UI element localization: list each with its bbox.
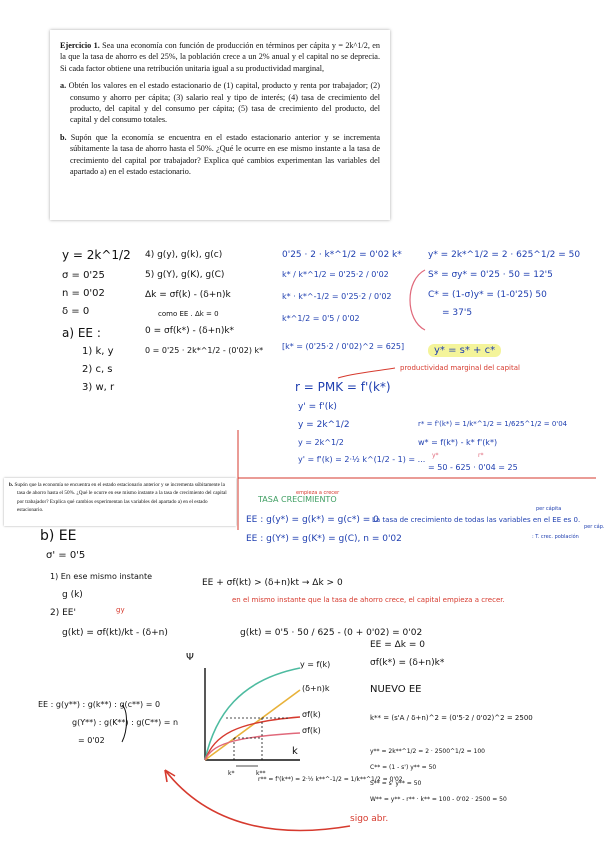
note-pmk-ystar: y*	[432, 452, 439, 459]
note-blue-4: k*^1/2 = 0'5 / 0'02	[282, 314, 360, 323]
note-b-empieza: empieza a crecer	[296, 490, 340, 496]
note-b-cstar2: C** = (1 - s') y** = 50	[370, 764, 437, 771]
graph-label-fk: y = f(k)	[300, 660, 331, 669]
graph-label-sf2: σf(k)	[302, 726, 321, 735]
note-pmk-rstar: r*	[478, 452, 484, 459]
note-blue-y: y* = 2k*^1/2 = 2 · 625^1/2 = 50	[428, 250, 581, 260]
note-b-ystar2: y** = 2k**^1/2 = 2 · 2500^1/2 = 100	[370, 748, 485, 755]
note-b-rstar2: r** = f'(k**) = 2·½ k**^-1/2 = 1/k**^1/2 = 0'02	[258, 776, 403, 783]
note-green-title: TASA CRECIMIENTO	[258, 495, 337, 504]
note-b-ee2: 2) EE'	[50, 608, 76, 618]
note-b-heading: b) EE	[40, 528, 77, 544]
note-production-fn: y = 2k^1/2	[62, 248, 131, 262]
note-blue-5: [k* = (0'25·2 / 0'02)^2 = 625]	[282, 342, 405, 351]
note-pmk-w-result: = 50 - 625 · 0'04 = 25	[428, 463, 518, 472]
note-blue-1: 0'25 · 2 · k*^1/2 = 0'02 k*	[282, 250, 402, 260]
graph-label-k1: k*	[228, 770, 235, 777]
note-mid-dk: Δk = σf(k) - (δ+n)k	[145, 290, 231, 300]
note-item-3: 3) w, r	[82, 382, 115, 393]
note-green-5: per cápita	[536, 506, 562, 512]
note-b-savings: σ' = 0'5	[46, 550, 86, 561]
graph-label-k2: k**	[256, 770, 266, 777]
note-population: n = 0'02	[62, 288, 105, 299]
note-blue-c-result: = 37'5	[442, 308, 473, 318]
note-item-1: 1) k, y	[82, 346, 114, 357]
note-b-gkt: g(kt) = σf(kt)/kt - (δ+n)	[62, 628, 168, 638]
note-green-2: EE : g(Y*) = g(K*) = g(C), n = 0'02	[246, 534, 402, 544]
note-pmk-w: w* = f(k*) - k* f'(k*)	[418, 438, 498, 447]
note-b-ee-eq: σf(k*) = (δ+n)k*	[370, 658, 445, 668]
graph-label-sf1: σf(k)	[302, 710, 321, 719]
note-b-kstar2: k** = (s'A / δ+n)^2 = (0'5·2 / 0'02)^2 = 2500	[370, 714, 533, 722]
item-b-text: Supón que la economía se encuentra en el estado estacionario anterior y se incrementa súbitamente la tasa de ahorro hasta el 50%. ¿Qué le ocurre en ese mismo instante a la tasa de crecimiento del capital por trabajador? Explica qué cambios experimentan las variables del apartado a) en el estado estacionario.	[70, 132, 380, 177]
snippet-label: b.	[9, 482, 14, 488]
note-b-ee-growth-2: g(Y**) : g(K**) : g(C**) = n	[72, 718, 179, 727]
item-a-label: a.	[60, 81, 67, 91]
graph-label-dn: (δ+n)k	[302, 684, 330, 693]
note-b-sstar2: S** = s' y** = 50	[370, 780, 422, 787]
note-depreciation: δ = 0	[62, 306, 90, 317]
note-b-comparison: EE + σf(kt) > (δ+n)kt → Δk > 0	[202, 578, 343, 588]
note-b-red-explain: en el mismo instante que la tasa de ahorro crece, el capital empieza a crecer.	[232, 596, 505, 604]
note-b-gk: g (k)	[62, 590, 83, 600]
note-pmk-5: y' = f'(k) = 2·½ k^(1/2 - 1) = ...	[298, 455, 426, 464]
note-blue-identity: y* = s* + c*	[428, 344, 501, 357]
note-pmk-2: y' = f'(k)	[298, 402, 337, 412]
note-b-ee-zero: EE = Δk = 0	[370, 640, 425, 650]
pink-bracket	[410, 270, 425, 330]
snippet-text: Supón que la economía se encuentra en el estado estacionario anterior y se incrementa súbitamente la tasa de ahorro hasta el 50%. ¿Qué le ocurre en ese mismo instante a la tasa de crecimiento del capital por trabajador? Explica qué cambios experimentan las variables del apartado a) en el estado estacionario.	[14, 482, 227, 513]
note-pmk-3: y = 2k^1/2	[298, 420, 350, 430]
note-pmk-4: y = 2k^1/2	[298, 438, 344, 447]
note-ee-heading: a) EE :	[62, 326, 101, 340]
note-mid-como: como EE . Δk = 0	[158, 310, 219, 318]
note-b-gkt-value: g(kt) = 0'5 · 50 / 625 - (0 + 0'02) = 0'02	[240, 628, 423, 638]
note-mid-4: 4) g(y), g(k), g(c)	[145, 250, 223, 260]
curve-sf1	[205, 717, 300, 760]
note-pmk-r: r* = f'(k*) = 1/k*^1/2 = 1/625^1/2 = 0'04	[418, 420, 568, 428]
note-blue-2: k* / k*^1/2 = 0'25·2 / 0'02	[282, 270, 389, 279]
problem-intro-text: Sea una economía con función de producción en términos per cápita y = 2k^1/2, en la que la tasa de ahorro es del 25%, la población crece a un 2% anual y el capital no se deprecia. Si cada factor obtiene una retribución unitaria igual a su productividad marginal,	[60, 41, 381, 73]
note-mid-eq1: 0 = σf(k*) - (δ+n)k*	[145, 326, 235, 336]
note-red-pmk: productividad marginal del capital	[400, 364, 520, 372]
graph-y-axis-label: Ψ	[186, 652, 194, 663]
red-arrow-pmk	[338, 368, 395, 378]
item-b-label: b.	[60, 132, 67, 142]
note-mid-5: 5) g(Y), g(K), g(C)	[145, 270, 225, 280]
note-blue-3: k* · k*^-1/2 = 0'25·2 / 0'02	[282, 292, 392, 301]
note-pmk-1: r = PMK = f'(k*)	[295, 380, 391, 394]
note-savings-rate: σ = 0'25	[62, 270, 105, 281]
note-b-gy: gy	[116, 606, 125, 614]
note-mid-eq2: 0 = 0'25 · 2k*^1/2 - (0'02) k*	[145, 346, 264, 355]
line-depreciation	[205, 690, 300, 760]
note-b-wstar2: W** = y** - r** · k** = 100 - 0'02 · 2500 = 50	[370, 796, 507, 803]
note-blue-c: C* = (1-σ)y* = (1-0'25) 50	[428, 290, 547, 300]
note-b-instant: 1) En ese mismo instante	[50, 572, 153, 581]
item-a-text: Obtén los valores en el estado estacionario de (1) capital, producto y renta por trabajador; (2) consumo y ahorro per cápita; (3) salario real y tipo de interés; (4) tasa de crecimiento del producto, del capital y del consumo per cápita; (5) tasa de crecimiento del producto, del capital y del consumo totales.	[68, 81, 381, 125]
note-green-6: per cáp.	[584, 524, 604, 530]
graph-x-axis-label: k	[292, 746, 298, 757]
note-item-2: 2) c, s	[82, 364, 113, 375]
curve-sf2	[205, 733, 300, 760]
problem-title: Ejercicio 1.	[60, 41, 100, 50]
note-blue-s: S* = σy* = 0'25 · 50 = 12'5	[428, 270, 553, 280]
note-b-ee-growth-3: = 0'02	[78, 736, 105, 745]
note-b-new-ee: NUEVO EE	[370, 684, 422, 695]
note-green-3: La tasa de crecimiento de todas las variables en el EE es 0.	[372, 516, 581, 524]
note-green-1: EE : g(y*) = g(k*) = g(c*) = 0	[246, 515, 379, 525]
note-green-4: : T. crec. población	[532, 534, 579, 540]
note-b-ee-growth-1: EE : g(y**) : g(k**) : g(c**) = 0	[38, 700, 161, 709]
note-b-sigo: sigo abr.	[350, 814, 389, 824]
